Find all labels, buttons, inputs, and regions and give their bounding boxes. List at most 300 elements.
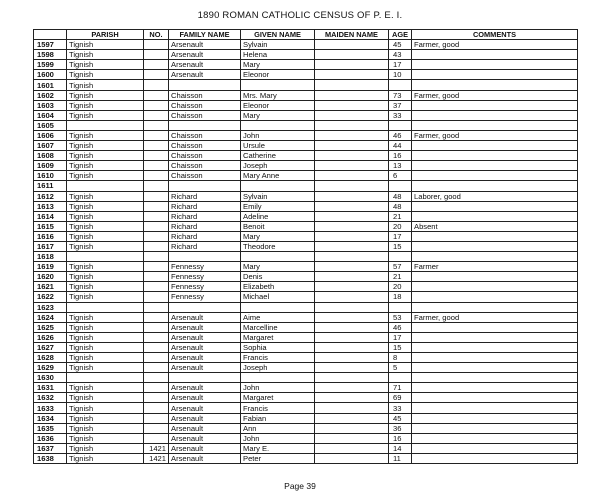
comments-cell (412, 171, 578, 181)
family-name-cell: Arsenault (169, 60, 241, 70)
family-name-cell: Arsenault (169, 342, 241, 352)
age-cell: 13 (389, 161, 412, 171)
no-cell: 1421 (144, 453, 169, 463)
no-cell (144, 221, 169, 231)
comments-cell: Farmer, good (412, 90, 578, 100)
row-number-cell: 1611 (34, 181, 67, 191)
no-cell (144, 60, 169, 70)
table-row (34, 90, 578, 100)
comments-cell (412, 342, 578, 352)
given-name-cell: Mary (241, 110, 315, 120)
no-cell (144, 80, 169, 90)
page-number: Page 39 (284, 481, 316, 491)
row-number-cell: 1616 (34, 231, 67, 241)
comments-cell (412, 302, 578, 312)
comments-cell (412, 181, 578, 191)
table-row (34, 453, 578, 463)
family-name-cell: Richard (169, 241, 241, 251)
page-title: 1890 ROMAN CATHOLIC CENSUS OF P. E. I. (197, 10, 403, 21)
comments-cell (412, 211, 578, 221)
parish-cell: Tignish (67, 130, 144, 140)
parish-cell: Tignish (67, 453, 144, 463)
family-name-cell (169, 80, 241, 90)
parish-cell: Tignish (67, 211, 144, 221)
age-cell: 16 (389, 151, 412, 161)
comments-cell (412, 292, 578, 302)
row-number-cell: 1608 (34, 151, 67, 161)
table-row (34, 141, 578, 151)
row-number-cell: 1628 (34, 353, 67, 363)
comments-cell: Laborer, good (412, 191, 578, 201)
table-row (34, 272, 578, 282)
parish-cell: Tignish (67, 272, 144, 282)
age-cell: 36 (389, 423, 412, 433)
table-row (34, 70, 578, 80)
table-row (34, 40, 578, 50)
comments-cell (412, 120, 578, 130)
given-name-cell: Mary E. (241, 443, 315, 453)
age-cell: 69 (389, 393, 412, 403)
row-number-cell: 1623 (34, 302, 67, 312)
age-cell (389, 373, 412, 383)
age-cell: 43 (389, 50, 412, 60)
no-cell (144, 342, 169, 352)
comments-cell (412, 252, 578, 262)
no-cell (144, 120, 169, 130)
parish-cell: Tignish (67, 241, 144, 251)
maiden-name-cell (315, 322, 389, 332)
given-name-cell (241, 80, 315, 90)
no-cell (144, 393, 169, 403)
comments-cell (412, 100, 578, 110)
comments-cell (412, 433, 578, 443)
family-name-cell: Chaisson (169, 110, 241, 120)
family-name-cell: Fennessy (169, 262, 241, 272)
no-cell (144, 50, 169, 60)
table-row (34, 383, 578, 393)
row-number-cell: 1621 (34, 282, 67, 292)
maiden-name-cell (315, 262, 389, 272)
row-number-cell: 1607 (34, 141, 67, 151)
given-name-cell: Sophia (241, 342, 315, 352)
given-name-cell: Theodore (241, 241, 315, 251)
no-cell (144, 130, 169, 140)
row-number-cell: 1599 (34, 60, 67, 70)
age-cell: 48 (389, 201, 412, 211)
age-cell (389, 80, 412, 90)
no-cell (144, 363, 169, 373)
no-cell (144, 433, 169, 443)
parish-cell: Tignish (67, 151, 144, 161)
family-name-cell: Arsenault (169, 70, 241, 80)
family-name-cell: Richard (169, 211, 241, 221)
comments-cell (412, 272, 578, 282)
given-name-cell: Francis (241, 403, 315, 413)
age-cell: 46 (389, 130, 412, 140)
given-name-cell: Joseph (241, 161, 315, 171)
no-cell (144, 90, 169, 100)
parish-cell: Tignish (67, 322, 144, 332)
row-number-cell: 1631 (34, 383, 67, 393)
given-name-cell: Emily (241, 201, 315, 211)
no-cell (144, 373, 169, 383)
given-name-cell: Francis (241, 353, 315, 363)
table-row (34, 231, 578, 241)
given-name-cell: Fabian (241, 413, 315, 423)
row-number-cell: 1636 (34, 433, 67, 443)
row-number-cell: 1624 (34, 312, 67, 322)
given-name-cell: Ursule (241, 141, 315, 151)
age-cell: 44 (389, 141, 412, 151)
parish-cell: Tignish (67, 433, 144, 443)
family-name-cell: Arsenault (169, 40, 241, 50)
family-name-cell: Arsenault (169, 443, 241, 453)
row-number-cell: 1597 (34, 40, 67, 50)
maiden-name-cell (315, 393, 389, 403)
table-row (34, 191, 578, 201)
comments-cell (412, 50, 578, 60)
row-number-cell: 1614 (34, 211, 67, 221)
given-name-cell: Joseph (241, 363, 315, 373)
given-name-cell (241, 373, 315, 383)
table-row (34, 252, 578, 262)
given-name-cell: John (241, 433, 315, 443)
age-cell: 57 (389, 262, 412, 272)
family-name-cell: Fennessy (169, 272, 241, 282)
row-number-cell: 1604 (34, 110, 67, 120)
comments-cell (412, 231, 578, 241)
maiden-name-cell (315, 211, 389, 221)
comments-header: COMMENTS (412, 30, 578, 40)
age-cell: 20 (389, 221, 412, 231)
maiden-name-cell (315, 403, 389, 413)
family-name-cell: Richard (169, 231, 241, 241)
parish-header: PARISH (67, 30, 144, 40)
no-cell (144, 272, 169, 282)
comments-cell (412, 393, 578, 403)
given-name-cell: Adeline (241, 211, 315, 221)
no-cell (144, 241, 169, 251)
row-number-cell: 1618 (34, 252, 67, 262)
no-cell (144, 161, 169, 171)
parish-cell (67, 373, 144, 383)
row-number-cell: 1602 (34, 90, 67, 100)
parish-cell: Tignish (67, 60, 144, 70)
family-name-cell: Chaisson (169, 100, 241, 110)
comments-cell: Farmer, good (412, 130, 578, 140)
parish-cell: Tignish (67, 171, 144, 181)
comments-cell (412, 151, 578, 161)
given-name-cell: Margaret (241, 332, 315, 342)
table-row (34, 302, 578, 312)
row-number-cell: 1600 (34, 70, 67, 80)
parish-cell (67, 252, 144, 262)
given-name-cell: John (241, 130, 315, 140)
parish-cell: Tignish (67, 292, 144, 302)
family-name-cell: Richard (169, 191, 241, 201)
family-name-cell: Chaisson (169, 151, 241, 161)
comments-cell (412, 363, 578, 373)
given-name-cell (241, 120, 315, 130)
no-cell (144, 332, 169, 342)
given-name-cell: Helena (241, 50, 315, 60)
given-name-cell: Mary (241, 231, 315, 241)
age-cell: 6 (389, 171, 412, 181)
family-name-cell: Fennessy (169, 292, 241, 302)
given-name-cell: Ann (241, 423, 315, 433)
given-name-cell: Eleonor (241, 70, 315, 80)
family-name-cell: Arsenault (169, 332, 241, 342)
family-name-cell (169, 181, 241, 191)
age-cell: 71 (389, 383, 412, 393)
maiden-name-cell (315, 433, 389, 443)
family-name-cell: Arsenault (169, 453, 241, 463)
no-header: NO. (144, 30, 169, 40)
maiden-name-cell (315, 130, 389, 140)
parish-cell: Tignish (67, 403, 144, 413)
no-cell (144, 403, 169, 413)
maiden-name-cell (315, 332, 389, 342)
family-name-cell (169, 120, 241, 130)
table-row (34, 60, 578, 70)
comments-cell (412, 161, 578, 171)
parish-cell: Tignish (67, 50, 144, 60)
table-row (34, 393, 578, 403)
maiden-name-cell (315, 161, 389, 171)
age-cell: 53 (389, 312, 412, 322)
parish-cell: Tignish (67, 191, 144, 201)
table-row (34, 413, 578, 423)
age-cell (389, 181, 412, 191)
maiden-name-cell (315, 100, 389, 110)
age-cell (389, 302, 412, 312)
age-cell: 16 (389, 433, 412, 443)
age-cell: 33 (389, 110, 412, 120)
maiden-name-cell (315, 373, 389, 383)
table-row (34, 433, 578, 443)
no-cell (144, 252, 169, 262)
table-row (34, 161, 578, 171)
no-cell (144, 322, 169, 332)
no-cell (144, 141, 169, 151)
given-name-cell: Catherine (241, 151, 315, 161)
family-name-cell: Arsenault (169, 413, 241, 423)
maiden-name-cell (315, 50, 389, 60)
no-cell (144, 181, 169, 191)
maiden-name-cell (315, 383, 389, 393)
no-cell (144, 413, 169, 423)
maiden-name-cell (315, 141, 389, 151)
table-row (34, 332, 578, 342)
no-cell (144, 423, 169, 433)
parish-cell: Tignish (67, 342, 144, 352)
parish-cell: Tignish (67, 393, 144, 403)
maiden-name-cell (315, 221, 389, 231)
maiden-name-cell (315, 302, 389, 312)
family-name-cell: Chaisson (169, 141, 241, 151)
given-name-cell: Michael (241, 292, 315, 302)
family-name-cell: Chaisson (169, 90, 241, 100)
given-name-cell: Peter (241, 453, 315, 463)
parish-cell: Tignish (67, 221, 144, 231)
no-cell (144, 110, 169, 120)
maiden-name-cell (315, 312, 389, 322)
no-cell (144, 191, 169, 201)
age-cell: 46 (389, 322, 412, 332)
family-name-cell: Arsenault (169, 322, 241, 332)
age-cell: 10 (389, 70, 412, 80)
given-name-cell: Mary (241, 262, 315, 272)
family-name-cell: Arsenault (169, 353, 241, 363)
family-name-cell: Arsenault (169, 312, 241, 322)
maiden-name-cell (315, 272, 389, 282)
parish-cell: Tignish (67, 363, 144, 373)
age-cell: 20 (389, 282, 412, 292)
parish-cell: Tignish (67, 312, 144, 322)
row-number-cell: 1627 (34, 342, 67, 352)
table-row (34, 100, 578, 110)
no-cell (144, 211, 169, 221)
family-name-cell: Arsenault (169, 393, 241, 403)
row-number-cell: 1620 (34, 272, 67, 282)
parish-cell: Tignish (67, 383, 144, 393)
table-row (34, 282, 578, 292)
no-cell (144, 70, 169, 80)
maiden-name-cell (315, 201, 389, 211)
comments-cell (412, 70, 578, 80)
maiden-name-cell (315, 413, 389, 423)
comments-cell (412, 322, 578, 332)
row-number-cell: 1612 (34, 191, 67, 201)
maiden-name-cell (315, 80, 389, 90)
age-cell: 8 (389, 353, 412, 363)
age-cell: 33 (389, 403, 412, 413)
given-name-cell: Eleonor (241, 100, 315, 110)
comments-cell (412, 353, 578, 363)
table-row (34, 241, 578, 251)
row-number-cell: 1601 (34, 80, 67, 90)
given-name-cell: Mary Anne (241, 171, 315, 181)
table-row (34, 443, 578, 453)
family-name-cell: Arsenault (169, 383, 241, 393)
table-row (34, 221, 578, 231)
no-cell (144, 383, 169, 393)
table-row (34, 373, 578, 383)
age-cell: 17 (389, 332, 412, 342)
row-number-cell: 1625 (34, 322, 67, 332)
family-name-cell: Arsenault (169, 50, 241, 60)
parish-cell: Tignish (67, 332, 144, 342)
table-row (34, 171, 578, 181)
parish-cell: Tignish (67, 141, 144, 151)
parish-cell: Tignish (67, 161, 144, 171)
table-row (34, 262, 578, 272)
age-cell (389, 252, 412, 262)
family-name-cell: Richard (169, 221, 241, 231)
parish-cell: Tignish (67, 262, 144, 272)
given-name-cell: Elizabeth (241, 282, 315, 292)
table-row (34, 120, 578, 130)
age-cell: 17 (389, 231, 412, 241)
no-cell: 1421 (144, 443, 169, 453)
age-cell: 45 (389, 413, 412, 423)
maiden-name-cell (315, 60, 389, 70)
no-cell (144, 100, 169, 110)
comments-cell (412, 403, 578, 413)
family-name-cell: Chaisson (169, 130, 241, 140)
family-name-cell: Chaisson (169, 171, 241, 181)
table-row (34, 322, 578, 332)
parish-cell: Tignish (67, 40, 144, 50)
row-number-cell: 1632 (34, 393, 67, 403)
given-name-cell (241, 302, 315, 312)
table-row (34, 130, 578, 140)
row-number-cell: 1638 (34, 453, 67, 463)
maiden-name-cell (315, 70, 389, 80)
maiden-name-cell (315, 171, 389, 181)
given-name-cell (241, 181, 315, 191)
comments-cell (412, 141, 578, 151)
family-name-cell: Arsenault (169, 423, 241, 433)
census-table (33, 29, 578, 464)
family-name-cell (169, 373, 241, 383)
table-row (34, 363, 578, 373)
maiden-name-cell (315, 252, 389, 262)
age-cell: 15 (389, 241, 412, 251)
age-cell: 37 (389, 100, 412, 110)
parish-cell: Tignish (67, 80, 144, 90)
age-cell: 45 (389, 40, 412, 50)
maiden-name-cell (315, 181, 389, 191)
family-name-cell (169, 252, 241, 262)
parish-cell: Tignish (67, 353, 144, 363)
age-header: AGE (389, 30, 412, 40)
family-name-cell: Arsenault (169, 403, 241, 413)
maiden-name-cell (315, 120, 389, 130)
given-name-cell: Margaret (241, 393, 315, 403)
maiden-name-cell (315, 423, 389, 433)
parish-cell (67, 181, 144, 191)
parish-cell: Tignish (67, 231, 144, 241)
no-cell (144, 302, 169, 312)
row-number-cell: 1630 (34, 373, 67, 383)
census-body (34, 40, 578, 464)
table-row (34, 423, 578, 433)
row-number-cell: 1629 (34, 363, 67, 373)
comments-cell: Farmer (412, 262, 578, 272)
age-cell: 21 (389, 211, 412, 221)
parish-cell: Tignish (67, 70, 144, 80)
table-row (34, 342, 578, 352)
row-number-cell: 1617 (34, 241, 67, 251)
parish-cell (67, 120, 144, 130)
given-name-cell: Marcelline (241, 322, 315, 332)
family-name-cell (169, 302, 241, 312)
row-number-cell: 1619 (34, 262, 67, 272)
age-cell: 48 (389, 191, 412, 201)
row-number-cell: 1626 (34, 332, 67, 342)
no-cell (144, 292, 169, 302)
maiden-name-cell (315, 151, 389, 161)
maiden-name-cell (315, 282, 389, 292)
row-number-cell: 1637 (34, 443, 67, 453)
age-cell: 15 (389, 342, 412, 352)
row-number-cell: 1609 (34, 161, 67, 171)
maiden-name-cell (315, 110, 389, 120)
table-row (34, 181, 578, 191)
table-row (34, 211, 578, 221)
table-row (34, 80, 578, 90)
